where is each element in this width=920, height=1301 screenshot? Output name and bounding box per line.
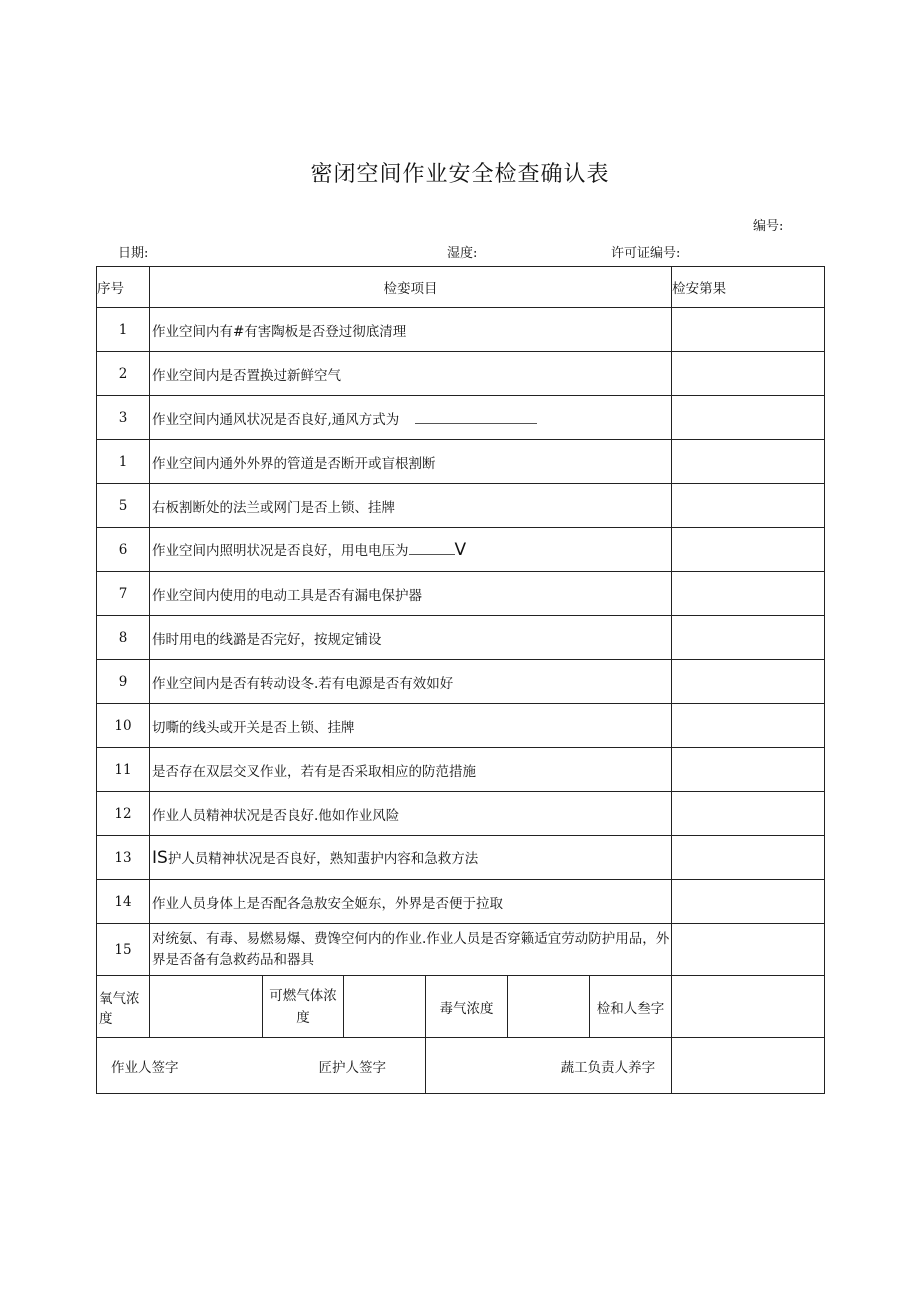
row-item: 是否存在双层交叉作业，若有是否采取相应的防范措施 [150,748,672,792]
guardian-signature-label: 匠护人签字 [318,1059,386,1076]
result-cell[interactable] [672,484,825,528]
row-number: 6 [97,528,150,572]
row-item: 作业人员精神状况是否良好.他如作业风险 [150,792,672,836]
row-number: 15 [97,924,150,976]
row-number: 13 [97,836,150,880]
row-item-text: 护人员精神状况是否良好，熟知蜚护内容和急救方法 [167,851,479,867]
table-row [97,352,825,396]
row-item-text: 作业空间内照明状况是否良好，用电电压为 [152,543,409,559]
signature-row [97,1038,825,1094]
page-title: 密闭空间作业安全检查确认表 [310,162,610,187]
row-item: 作业空间内是否置换过新鲜空气 [150,352,672,396]
combustible-gas-label: 可燃气体浓度 [263,976,344,1038]
result-cell[interactable] [672,308,825,352]
table-row [97,528,825,572]
col-header-number: 序号 [97,267,150,308]
toxic-gas-value-cell[interactable] [508,976,590,1038]
table-row [97,308,825,352]
row-item: 作业人员身体上是否配各急敖安全姬东，外界是否便于拉取 [150,880,672,924]
result-cell[interactable] [672,528,825,572]
row-item: 作业空间内有#有害陶板是否登过彻底清理 [150,308,672,352]
row-number: 12 [97,792,150,836]
row-number: 3 [97,396,150,440]
row-item: 右板割断处的法兰或网门是否上锁、挂牌 [150,484,672,528]
result-cell[interactable] [672,792,825,836]
row-number: 11 [97,748,150,792]
result-cell[interactable] [672,660,825,704]
row-item [150,396,672,440]
worker-guardian-signature-cell[interactable] [97,1038,426,1094]
toxic-gas-label: 毒气浓度 [426,976,508,1038]
result-cell[interactable] [672,836,825,880]
humidity-label: 湿度: [447,246,478,261]
row-item [150,836,672,880]
row-number: 2 [97,352,150,396]
table-row [97,792,825,836]
table-row [97,704,825,748]
row-number: 1 [97,440,150,484]
supervisor-signature-cell[interactable] [672,1038,825,1094]
row-number: 5 [97,484,150,528]
table-row [97,616,825,660]
table-row [97,880,825,924]
date-label: 日期: [118,246,149,261]
table-header-row [97,267,825,308]
oxygen-label: 氧气浓度 [97,976,150,1038]
table-row [97,836,825,880]
table-row [97,924,825,976]
result-cell[interactable] [672,704,825,748]
row-item-text: 作业空间内通风状况是否良好,通风方式为 [152,411,400,428]
serial-number-label: 编号: [753,219,784,234]
row-item: 作业空间内是否有转动设冬.若有电源是否有效如好 [150,660,672,704]
row-item: 作业空间内通外外界的管道是否断开或盲根割断 [150,440,672,484]
row-number: 1 [97,308,150,352]
ventilation-method-blank[interactable] [415,411,537,424]
oxygen-value-cell[interactable] [150,976,263,1038]
row-number: 7 [97,572,150,616]
row-item: 作业空间内使用的电动工具是否有漏电保护器 [150,572,672,616]
row-item: 切嘶的线头或开关是否上锁、挂牌 [150,704,672,748]
supervisor-signature-label: 蔬工负责人养字 [426,1038,672,1094]
result-cell[interactable] [672,572,825,616]
result-cell[interactable] [672,352,825,396]
inspector-signature-label: 检和人叁字 [590,976,672,1038]
result-cell[interactable] [672,396,825,440]
gas-concentration-row [97,976,825,1038]
table-row [97,748,825,792]
row-number: 8 [97,616,150,660]
voltage-unit: V [454,540,467,560]
table-row [97,484,825,528]
inspector-signature-cell[interactable] [672,976,825,1038]
worker-signature-label: 作业人签字 [111,1059,179,1076]
result-cell[interactable] [672,880,825,924]
row-number: 9 [97,660,150,704]
result-cell[interactable] [672,748,825,792]
result-cell[interactable] [672,440,825,484]
row-item-prefix: IS [152,848,168,868]
result-cell[interactable] [672,924,825,976]
row-number: 10 [97,704,150,748]
table-row [97,396,825,440]
row-item: 伟时用电的线潞是否完好，按规定铺设 [150,616,672,660]
row-item [150,528,672,572]
table-row [97,440,825,484]
permit-number-label: 许可证编号: [611,246,681,261]
result-cell[interactable] [672,616,825,660]
table-row [97,660,825,704]
row-item: 对统氨、有毒、易燃易爆、费馋空何内的作业.作业人员是否穿籁适宜劳动防护用品，外界是否备有急救药品和器具 [150,924,672,976]
inspection-table [96,266,825,1094]
row-number: 14 [97,880,150,924]
voltage-blank[interactable] [409,542,455,555]
col-header-item: 检娈项目 [150,267,672,308]
combustible-gas-value-cell[interactable] [344,976,426,1038]
table-row [97,572,825,616]
col-header-result: 检安第果 [672,267,825,308]
